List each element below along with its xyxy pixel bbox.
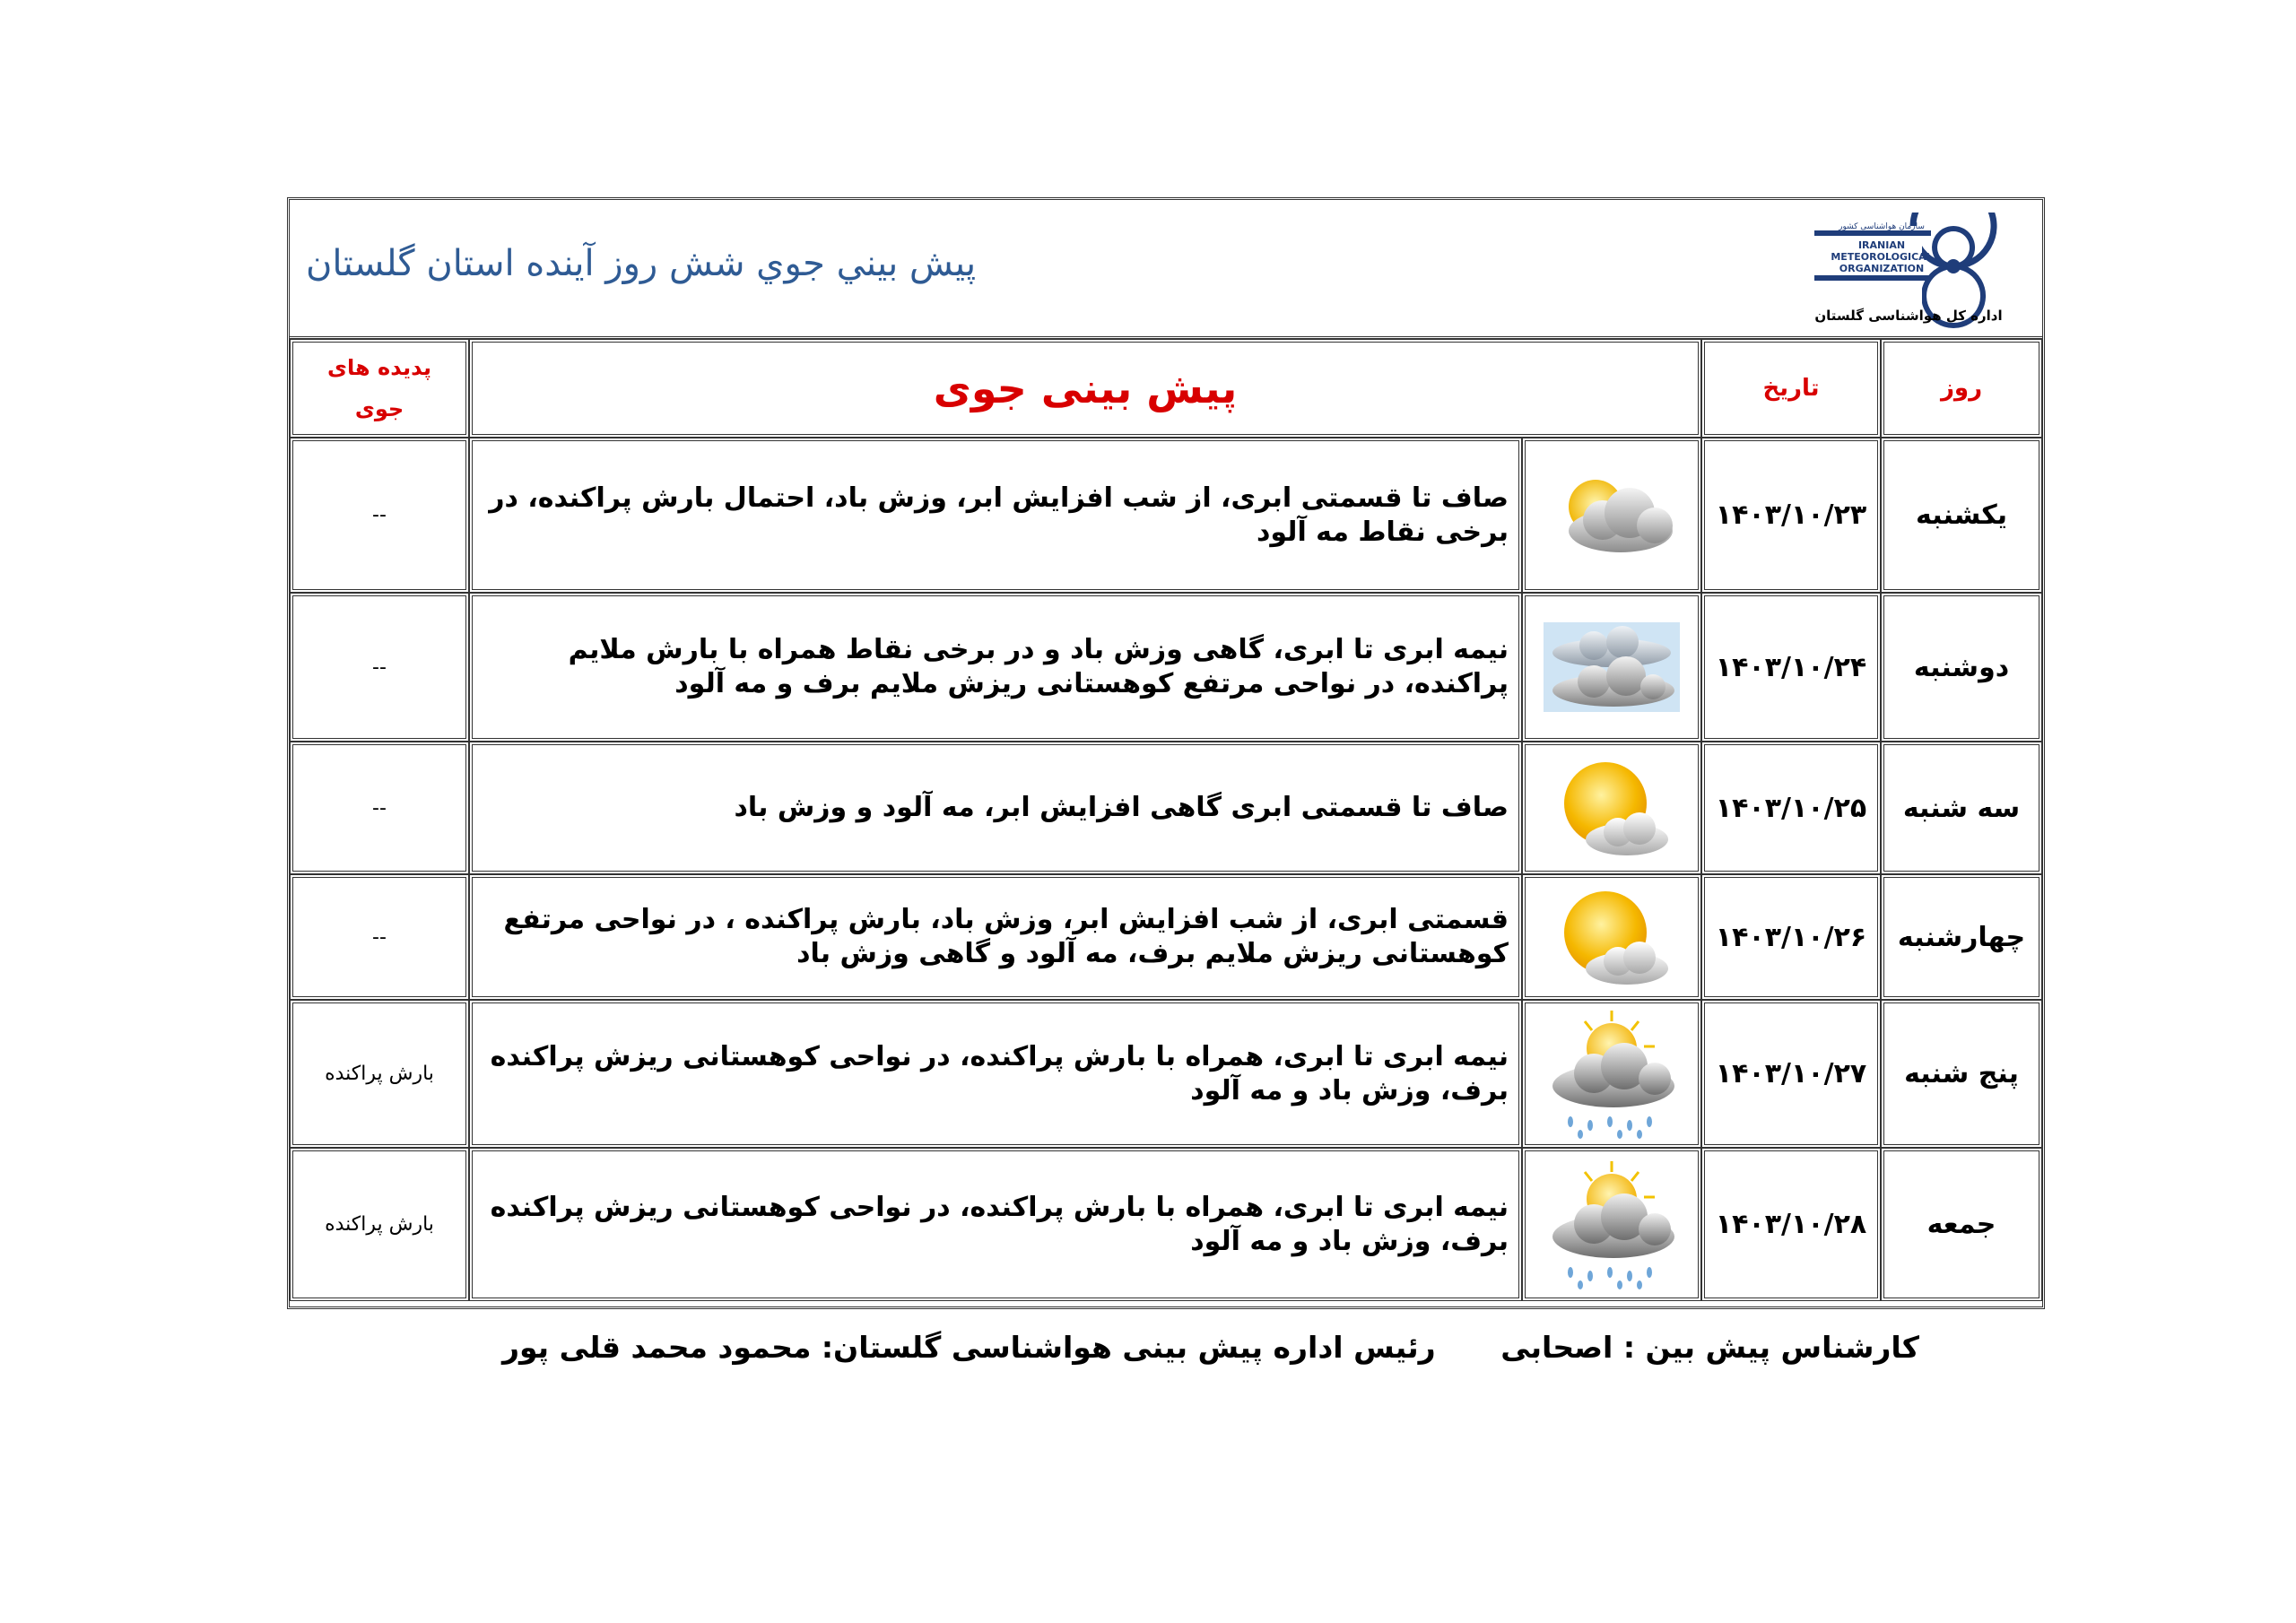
sun-cloud-rain-icon [1540,1158,1683,1292]
forecast-description: صاف تا قسمتی ابری، از شب افزایش ابر، وزش باد، احتمال بارش پراکنده، در برخی نقاط مه آلود [469,438,1522,593]
phenomena-cell: -- [290,874,469,1000]
forecast-description: نیمه ابری تا ابری، گاهی وزش باد و در برخی نقاط همراه با بارش ملایم پراکنده، در نواحی مرتفع کوهستانی ریزش ملایم برف و مه آلود [469,593,1522,742]
header-phenomena-line2: جوی [354,396,404,421]
table-row [290,1148,2042,1301]
forecast-description: صاف تا قسمتی ابری گاهی افزایش ابر، مه آلود و وزش باد [469,742,1522,874]
phenomena-cell: -- [290,742,469,874]
header-forecast: پیش بینی جوی [469,339,1701,438]
cloudy-icon [1540,613,1683,721]
date-cell: ۱۴۰۳/۱۰/۲۸ [1701,1148,1881,1301]
table-row [290,1000,2042,1148]
day-cell: جمعه [1881,1148,2042,1301]
day-cell: چهارشنبه [1881,874,2042,1000]
table-row [290,438,2042,593]
date-cell: ۱۴۰۳/۱۰/۲۵ [1701,742,1881,874]
day-cell: یکشنبه [1881,438,2042,593]
sun-cloud-icon [1544,879,1679,995]
sun-cloud-rain-icon [1540,1007,1683,1141]
date-cell: ۱۴۰۳/۱۰/۲۷ [1701,1000,1881,1148]
weather-icon-cell [1522,874,1701,1000]
day-cell: پنج شنبه [1881,1000,2042,1148]
weather-icon-cell [1522,438,1701,593]
forecast-description: نیمه ابری تا ابری، همراه با بارش پراکنده، در نواحی کوهستانی ریزش پراکنده برف، وزش باد و مه آلود [469,1148,1522,1301]
sun-cloud-icon [1544,750,1679,866]
phenomena-cell: بارش پراکنده [290,1000,469,1148]
phenomena-cell: -- [290,593,469,742]
office-head-signature: رئیس اداره پیش بینی هواشناسی گلستان: محمود محمد قلی پور [502,1330,1436,1365]
phenomena-cell: -- [290,438,469,593]
day-cell: دوشنبه [1881,593,2042,742]
header-phenomena [290,339,469,438]
page-title: پيش بيني جوي شش روز آينده استان گلستان [306,243,977,284]
forecast-table [290,339,2042,1301]
weather-icon-cell [1522,593,1701,742]
header-day: روز [1881,339,2042,438]
table-header-row [290,339,2042,438]
weather-icon-cell [1522,742,1701,874]
day-cell: سه شنبه [1881,742,2042,874]
weather-icon-cell [1522,1148,1701,1301]
logo-caption: اداره کل هواشناسی گلستان [1814,308,2003,324]
logo-line-organization: ORGANIZATION [1839,263,1925,274]
forecast-description: قسمتی ابری، از شب افزایش ابر، وزش باد، بارش پراکنده ، در نواحی مرتفع کوهستانی ریزش ملایم برف، مه آلود و گاهی وزش باد [469,874,1522,1000]
forecast-frame [287,197,2045,1309]
partly-cloudy-icon [1540,457,1683,574]
logo-line-meteorological: METEOROLOGICAL [1831,251,1933,263]
logo-line-fa: سازمان هواشناسی کشور [1839,222,1925,231]
forecast-description: نیمه ابری تا ابری، همراه با بارش پراکنده، در نواحی کوهستانی ریزش پراکنده برف، وزش باد و مه آلود [469,1000,1522,1148]
phenomena-cell: بارش پراکنده [290,1148,469,1301]
header-phenomena-line1: پدیده های [327,355,431,380]
header-date: تاريخ [1701,339,1881,438]
table-row [290,593,2042,742]
logo-line-iranian: IRANIAN [1857,239,1906,251]
weather-icon-cell [1522,1000,1701,1148]
date-cell: ۱۴۰۳/۱۰/۲۶ [1701,874,1881,1000]
table-row [290,742,2042,874]
forecaster-signature: کارشناس پیش بین : اصحابی [1500,1330,1919,1365]
table-row [290,874,2042,1000]
title-row [290,200,2042,339]
date-cell: ۱۴۰۳/۱۰/۲۴ [1701,593,1881,742]
date-cell: ۱۴۰۳/۱۰/۲۳ [1701,438,1881,593]
